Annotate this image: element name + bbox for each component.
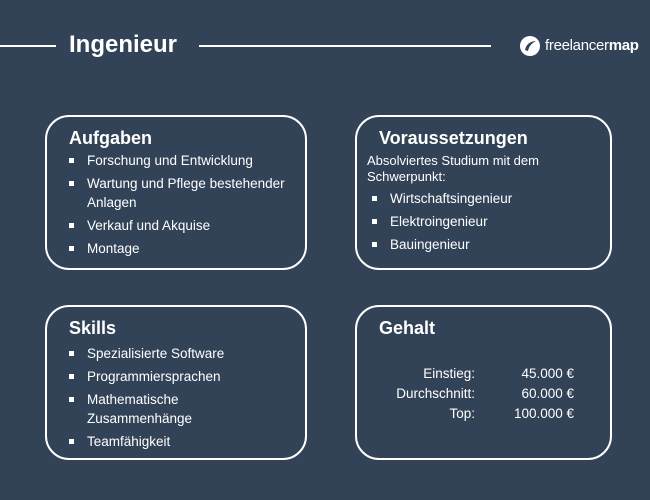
list-item-text: Teamfähigkeit	[87, 434, 171, 449]
list-item	[64, 216, 304, 235]
list-item	[367, 235, 607, 254]
card-aufgaben	[45, 115, 307, 270]
list-item-text: Wartung und Pflege bestehender Anlagen	[87, 176, 285, 210]
card-voraussetzungen	[355, 115, 612, 270]
voraussetzungen-list	[367, 189, 607, 258]
salary-label: Durchschnitt:	[396, 386, 475, 401]
salary-value: 45.000 €	[521, 366, 574, 381]
list-item	[64, 174, 304, 212]
header-rule-left	[0, 45, 56, 47]
voraussetzungen-note: Absolviertes Studium mit dem Schwerpunkt:	[367, 153, 539, 184]
bullet-icon	[69, 439, 74, 444]
salary-value: 60.000 €	[521, 386, 574, 401]
list-item-text: Bauingenieur	[390, 237, 470, 252]
card-title-gehalt: Gehalt	[379, 318, 436, 338]
card-title-voraussetzungen: Voraussetzungen	[379, 128, 528, 148]
bullet-icon	[69, 397, 74, 402]
bullet-icon	[372, 242, 377, 247]
bullet-icon	[372, 219, 377, 224]
header-rule-right	[199, 45, 491, 47]
aufgaben-list	[64, 151, 304, 262]
list-item	[64, 239, 304, 258]
skills-list	[64, 344, 304, 455]
list-item	[64, 367, 304, 386]
logo-wordmark	[545, 36, 639, 56]
list-item	[64, 344, 304, 363]
salary-row	[357, 364, 610, 384]
bullet-icon	[69, 181, 74, 186]
list-item-text: Programmiersprachen	[87, 369, 221, 384]
card-skills	[45, 305, 307, 460]
salary-row	[357, 404, 610, 424]
card-title-skills: Skills	[69, 318, 117, 338]
salary-value: 100.000 €	[513, 406, 574, 421]
logo-text-bold: map	[608, 37, 639, 54]
list-item-text: Forschung und Entwicklung	[87, 153, 253, 168]
list-item	[64, 390, 237, 428]
bullet-icon	[69, 223, 74, 228]
card-gehalt	[355, 305, 612, 460]
salary-table	[357, 364, 610, 424]
list-item-text: Spezialisierte Software	[87, 346, 225, 361]
list-item-text: Verkauf und Akquise	[87, 218, 211, 233]
list-item	[367, 212, 607, 231]
list-item	[367, 189, 607, 208]
list-item-text: Montage	[87, 241, 140, 256]
list-item	[64, 432, 304, 451]
bullet-icon	[69, 158, 74, 163]
page-title: Ingenieur	[69, 31, 178, 58]
list-item-text: Mathematische Zusammenhänge	[87, 392, 193, 426]
salary-label: Top:	[449, 406, 475, 421]
salary-row	[357, 384, 610, 404]
list-item-text: Wirtschaftsingenieur	[390, 191, 513, 206]
bullet-icon	[69, 246, 74, 251]
freelancermap-logo-icon	[519, 35, 541, 57]
list-item-text: Elektroingenieur	[390, 214, 488, 229]
card-title-aufgaben: Aufgaben	[69, 128, 152, 148]
logo-text-regular: freelancer	[545, 37, 609, 54]
freelancermap-logo	[519, 34, 639, 58]
bullet-icon	[372, 196, 377, 201]
bullet-icon	[69, 351, 74, 356]
salary-label: Einstieg:	[423, 366, 475, 381]
list-item	[64, 151, 304, 170]
bullet-icon	[69, 374, 74, 379]
